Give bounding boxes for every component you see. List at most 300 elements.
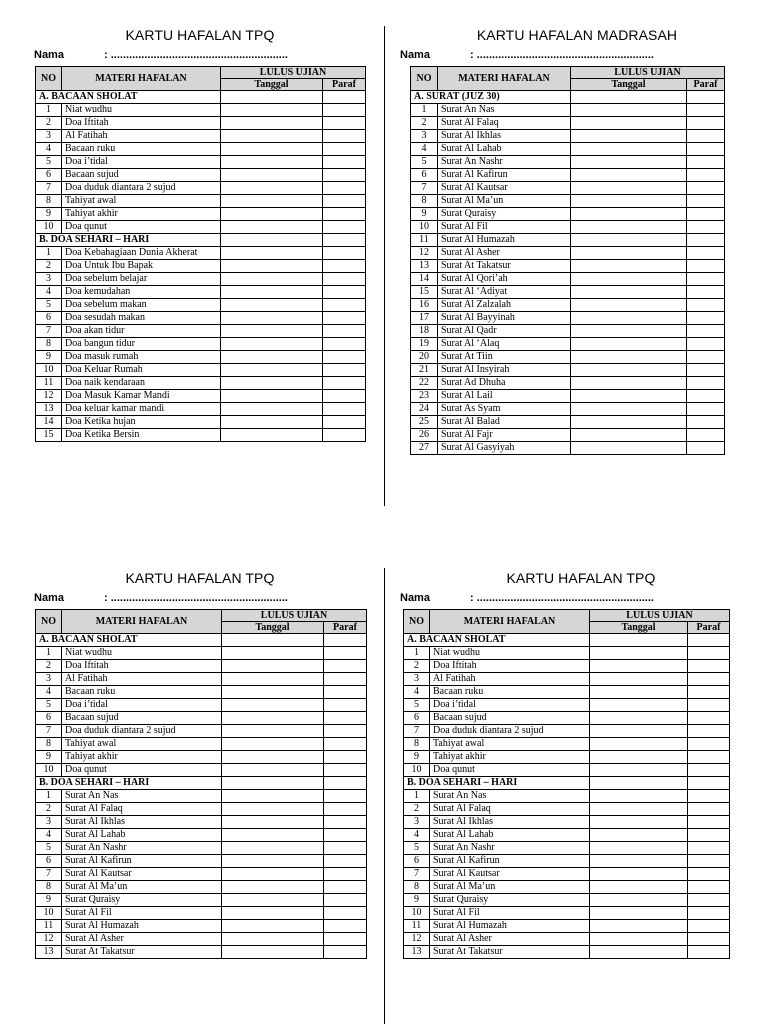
paraf-cell [323, 364, 366, 377]
materi-text: Surat Al Lahab [62, 829, 222, 842]
materi-text: Surat Al Fil [430, 907, 590, 920]
row-number: 3 [36, 816, 62, 829]
row-number: 18 [411, 325, 438, 338]
materi-text: Surat At Tiin [438, 351, 571, 364]
materi-text: Surat Al Asher [430, 933, 590, 946]
table-row [411, 390, 725, 403]
row-number: 12 [36, 390, 62, 403]
tanggal-cell [590, 946, 688, 959]
tanggal-cell [222, 790, 324, 803]
paraf-cell [688, 738, 730, 751]
paraf-cell [687, 377, 725, 390]
materi-text: Doa keluar kamar mandi [62, 403, 221, 416]
header-paraf: Paraf [323, 79, 366, 91]
materi-text: Surat Al Insyirah [438, 364, 571, 377]
tanggal-cell [222, 894, 324, 907]
table-row [36, 403, 366, 416]
table-row [36, 364, 366, 377]
name-label: Nama [34, 49, 64, 61]
table-row [404, 660, 730, 673]
materi-text: Bacaan sujud [430, 712, 590, 725]
card-title: KARTU HAFALAN TPQ [125, 570, 275, 586]
row-number: 13 [411, 260, 438, 273]
tanggal-cell [221, 364, 323, 377]
table-row [36, 325, 366, 338]
header-paraf: Paraf [324, 622, 367, 634]
section-heading: B. DOA SEHARI – HARI [36, 777, 222, 790]
card-title: KARTU HAFALAN TPQ [506, 570, 656, 586]
row-number: 16 [411, 299, 438, 312]
table-row [411, 338, 725, 351]
name-label: Nama [400, 49, 430, 61]
paraf-cell [323, 377, 366, 390]
materi-text: Doa i’tidal [62, 699, 222, 712]
paraf-cell [687, 403, 725, 416]
materi-text: Doa i’tidal [62, 156, 221, 169]
tanggal-cell [221, 403, 323, 416]
section-heading: A. SURAT (JUZ 30) [411, 91, 571, 104]
materi-text: Surat Al Kafirun [430, 855, 590, 868]
tanggal-cell [222, 855, 324, 868]
row-number: 26 [411, 429, 438, 442]
materi-text: Bacaan ruku [430, 686, 590, 699]
materi-text: Niat wudhu [62, 647, 222, 660]
row-number: 10 [36, 364, 62, 377]
table-row [36, 169, 366, 182]
tanggal-cell [222, 829, 324, 842]
table-row [411, 273, 725, 286]
tanggal-cell [222, 777, 324, 790]
table-row [36, 286, 366, 299]
materi-text: Doa Masuk Kamar Mandi [62, 390, 221, 403]
table-row [36, 855, 367, 868]
materi-text: Surat Al Ma’un [438, 195, 571, 208]
table-row [36, 751, 367, 764]
paraf-cell [688, 751, 730, 764]
table-row [404, 881, 730, 894]
row-number: 21 [411, 364, 438, 377]
tanggal-cell [221, 91, 323, 104]
paraf-cell [688, 712, 730, 725]
header-row [36, 67, 366, 79]
row-number: 5 [404, 842, 430, 855]
paraf-cell [688, 946, 730, 959]
header-paraf: Paraf [688, 622, 730, 634]
paraf-cell [688, 660, 730, 673]
materi-text: Surat Al Ikhlas [62, 816, 222, 829]
table-row [36, 764, 367, 777]
table-row [36, 946, 367, 959]
table-row [411, 416, 725, 429]
section-row [36, 634, 367, 647]
materi-text: Surat Al Ikhlas [430, 816, 590, 829]
name-label: Nama [400, 592, 430, 604]
tanggal-cell [222, 686, 324, 699]
paraf-cell [687, 299, 725, 312]
materi-text: Surat Al Kafirun [438, 169, 571, 182]
paraf-cell [324, 660, 367, 673]
paraf-cell [324, 907, 367, 920]
row-number: 13 [404, 946, 430, 959]
row-number: 15 [411, 286, 438, 299]
tanggal-cell [222, 712, 324, 725]
row-number: 2 [404, 803, 430, 816]
row-number: 3 [36, 673, 62, 686]
materi-text: Surat Quraisy [62, 894, 222, 907]
table-row [36, 390, 366, 403]
section-heading: A. BACAAN SHOLAT [404, 634, 590, 647]
paraf-cell [687, 208, 725, 221]
tanggal-cell [590, 699, 688, 712]
table-row [404, 647, 730, 660]
row-number: 6 [36, 312, 62, 325]
section-heading: A. BACAAN SHOLAT [36, 634, 222, 647]
paraf-cell [687, 104, 725, 117]
row-number: 10 [36, 907, 62, 920]
tanggal-cell [222, 647, 324, 660]
table-row [411, 351, 725, 364]
materi-text: Surat Al Humazah [438, 234, 571, 247]
materi-text: Surat Al Balad [438, 416, 571, 429]
hafalan-card [34, 569, 366, 959]
table-row [404, 920, 730, 933]
row-number: 6 [36, 169, 62, 182]
materi-text: Surat An Nas [438, 104, 571, 117]
name-line [400, 47, 754, 63]
row-number: 11 [411, 234, 438, 247]
paraf-cell [324, 738, 367, 751]
card-title: KARTU HAFALAN TPQ [125, 27, 275, 43]
tanggal-cell [221, 182, 323, 195]
row-number: 2 [36, 660, 62, 673]
row-number: 8 [36, 338, 62, 351]
table-row [36, 247, 366, 260]
table-row [404, 855, 730, 868]
column-divider-top [384, 26, 385, 506]
paraf-cell [324, 868, 367, 881]
materi-text: Surat Al Falaq [62, 803, 222, 816]
row-number: 4 [411, 143, 438, 156]
section-heading: B. DOA SEHARI – HARI [404, 777, 590, 790]
table-row [411, 312, 725, 325]
row-number: 1 [36, 790, 62, 803]
paraf-cell [687, 273, 725, 286]
tanggal-cell [221, 208, 323, 221]
table-row [36, 130, 366, 143]
materi-text: Surat Al Lahab [430, 829, 590, 842]
paraf-cell [687, 338, 725, 351]
header-paraf: Paraf [687, 79, 725, 91]
paraf-cell [687, 182, 725, 195]
tanggal-cell [221, 130, 323, 143]
tanggal-cell [221, 390, 323, 403]
section-row [36, 91, 366, 104]
paraf-cell [324, 673, 367, 686]
row-number: 4 [36, 829, 62, 842]
materi-text: Niat wudhu [430, 647, 590, 660]
paraf-cell [324, 881, 367, 894]
paraf-cell [688, 777, 730, 790]
row-number: 1 [36, 647, 62, 660]
tanggal-cell [590, 855, 688, 868]
materi-text: Surat Al Kautsar [438, 182, 571, 195]
materi-text: Doa qunut [430, 764, 590, 777]
materi-text: Surat Al Ikhlas [438, 130, 571, 143]
row-number: 20 [411, 351, 438, 364]
table-row [36, 429, 366, 442]
materi-text: Doa duduk diantara 2 sujud [430, 725, 590, 738]
header-tanggal: Tanggal [571, 79, 687, 91]
tanggal-cell [222, 725, 324, 738]
row-number: 7 [404, 725, 430, 738]
table-row [404, 868, 730, 881]
hafalan-table [35, 66, 366, 442]
tanggal-cell [221, 377, 323, 390]
hafalan-table [410, 66, 725, 455]
paraf-cell [687, 234, 725, 247]
tanggal-cell [571, 234, 687, 247]
paraf-cell [688, 816, 730, 829]
tanggal-cell [222, 673, 324, 686]
section-row [411, 91, 725, 104]
row-number: 9 [36, 208, 62, 221]
row-number: 7 [411, 182, 438, 195]
materi-text: Surat Al Kautsar [430, 868, 590, 881]
paraf-cell [323, 351, 366, 364]
row-number: 1 [36, 247, 62, 260]
row-number: 22 [411, 377, 438, 390]
row-number: 11 [404, 920, 430, 933]
paraf-cell [688, 686, 730, 699]
hafalan-table [35, 609, 367, 959]
materi-text: Surat An Nas [430, 790, 590, 803]
tanggal-cell [222, 738, 324, 751]
tanggal-cell [571, 169, 687, 182]
table-row [404, 738, 730, 751]
paraf-cell [324, 816, 367, 829]
table-row [36, 660, 367, 673]
row-number: 1 [36, 104, 62, 117]
tanggal-cell [222, 816, 324, 829]
table-row [411, 247, 725, 260]
table-row [36, 829, 367, 842]
tanggal-cell [571, 429, 687, 442]
row-number: 8 [36, 881, 62, 894]
paraf-cell [324, 803, 367, 816]
section-row [36, 777, 367, 790]
row-number: 8 [404, 738, 430, 751]
hafalan-card [400, 569, 762, 959]
header-row [404, 610, 730, 622]
table-row [404, 842, 730, 855]
paraf-cell [324, 686, 367, 699]
row-number: 13 [36, 403, 62, 416]
tanggal-cell [590, 725, 688, 738]
row-number: 6 [411, 169, 438, 182]
materi-text: Doa masuk rumah [62, 351, 221, 364]
tanggal-cell [590, 868, 688, 881]
paraf-cell [323, 247, 366, 260]
table-row [36, 803, 367, 816]
tanggal-cell [590, 829, 688, 842]
paraf-cell [324, 699, 367, 712]
paraf-cell [687, 143, 725, 156]
paraf-cell [324, 933, 367, 946]
section-heading: B. DOA SEHARI – HARI [36, 234, 221, 247]
row-number: 15 [36, 429, 62, 442]
tanggal-cell [590, 647, 688, 660]
paraf-cell [323, 286, 366, 299]
row-number: 2 [36, 117, 62, 130]
tanggal-cell [222, 803, 324, 816]
tanggal-cell [222, 907, 324, 920]
materi-text: Doa Keluar Rumah [62, 364, 221, 377]
table-row [404, 686, 730, 699]
header-tanggal: Tanggal [590, 622, 688, 634]
materi-text: Niat wudhu [62, 104, 221, 117]
materi-text: Doa Iftitah [430, 660, 590, 673]
materi-text: Doa sebelum belajar [62, 273, 221, 286]
row-number: 9 [36, 351, 62, 364]
tanggal-cell [222, 868, 324, 881]
row-number: 7 [36, 725, 62, 738]
materi-text: Surat Al Humazah [430, 920, 590, 933]
materi-text: Doa duduk diantara 2 sujud [62, 182, 221, 195]
table-row [36, 260, 366, 273]
tanggal-cell [222, 764, 324, 777]
materi-text: Doa Iftitah [62, 660, 222, 673]
row-number: 7 [404, 868, 430, 881]
paraf-cell [323, 91, 366, 104]
row-number: 14 [36, 416, 62, 429]
row-number: 10 [36, 764, 62, 777]
table-row [404, 712, 730, 725]
materi-text: Surat Al ‘Adiyat [438, 286, 571, 299]
materi-text: Bacaan sujud [62, 169, 221, 182]
row-number: 17 [411, 312, 438, 325]
table-row [36, 221, 366, 234]
materi-text: Surat Al Lail [438, 390, 571, 403]
table-row [36, 143, 366, 156]
table-row [411, 156, 725, 169]
name-line [34, 590, 366, 606]
table-row [411, 221, 725, 234]
row-number: 3 [36, 130, 62, 143]
tanggal-cell [590, 790, 688, 803]
materi-text: Surat Al Qori’ah [438, 273, 571, 286]
paraf-cell [323, 273, 366, 286]
row-number: 2 [404, 660, 430, 673]
row-number: 3 [404, 673, 430, 686]
tanggal-cell [590, 777, 688, 790]
table-row [36, 790, 367, 803]
section-row [36, 234, 366, 247]
section-row [404, 634, 730, 647]
table-row [36, 208, 366, 221]
row-number: 12 [404, 933, 430, 946]
tanggal-cell [221, 169, 323, 182]
header-lulus-ujian: LULUS UJIAN [221, 67, 366, 79]
table-row [404, 751, 730, 764]
header-materi: MATERI HAFALAN [62, 67, 221, 91]
paraf-cell [687, 286, 725, 299]
tanggal-cell [221, 234, 323, 247]
row-number: 11 [36, 920, 62, 933]
row-number: 7 [36, 182, 62, 195]
materi-text: Tahiyat awal [62, 738, 222, 751]
paraf-cell [323, 390, 366, 403]
materi-text: Surat At Takatsur [430, 946, 590, 959]
paraf-cell [323, 104, 366, 117]
table-row [36, 312, 366, 325]
tanggal-cell [221, 247, 323, 260]
tanggal-cell [222, 842, 324, 855]
tanggal-cell [571, 364, 687, 377]
row-number: 12 [411, 247, 438, 260]
paraf-cell [324, 855, 367, 868]
row-number: 3 [411, 130, 438, 143]
table-row [411, 325, 725, 338]
materi-text: Surat Al Fajr [438, 429, 571, 442]
name-line [34, 47, 366, 63]
tanggal-cell [221, 351, 323, 364]
materi-text: Surat Al Falaq [430, 803, 590, 816]
tanggal-cell [222, 881, 324, 894]
materi-text: Doa Kebahagiaan Dunia Akherat [62, 247, 221, 260]
paraf-cell [687, 351, 725, 364]
table-row [36, 273, 366, 286]
paraf-cell [688, 803, 730, 816]
materi-text: Doa duduk diantara 2 sujud [62, 725, 222, 738]
row-number: 2 [36, 803, 62, 816]
materi-text: Surat Quraisy [430, 894, 590, 907]
hafalan-table [403, 609, 730, 959]
table-row [36, 712, 367, 725]
header-materi: MATERI HAFALAN [430, 610, 590, 634]
paraf-cell [324, 946, 367, 959]
tanggal-cell [571, 351, 687, 364]
table-row [36, 299, 366, 312]
header-no: NO [404, 610, 430, 634]
table-row [36, 156, 366, 169]
paraf-cell [323, 429, 366, 442]
table-row [411, 143, 725, 156]
table-row [36, 686, 367, 699]
header-tanggal: Tanggal [222, 622, 324, 634]
materi-text: Surat Al Qadr [438, 325, 571, 338]
row-number: 10 [411, 221, 438, 234]
table-row [36, 881, 367, 894]
table-row [36, 894, 367, 907]
tanggal-cell [590, 920, 688, 933]
paraf-cell [324, 725, 367, 738]
tanggal-cell [571, 260, 687, 273]
materi-text: Doa akan tidur [62, 325, 221, 338]
row-number: 14 [411, 273, 438, 286]
row-number: 23 [411, 390, 438, 403]
paraf-cell [324, 712, 367, 725]
table-row [411, 429, 725, 442]
tanggal-cell [571, 182, 687, 195]
tanggal-cell [590, 907, 688, 920]
paraf-cell [687, 91, 725, 104]
materi-text: Doa naik kendaraan [62, 377, 221, 390]
tanggal-cell [221, 156, 323, 169]
materi-text: Doa kemudahan [62, 286, 221, 299]
header-lulus-ujian: LULUS UJIAN [571, 67, 725, 79]
materi-text: Surat Al Gasyiyah [438, 442, 571, 455]
materi-text: Surat Al Kafirun [62, 855, 222, 868]
